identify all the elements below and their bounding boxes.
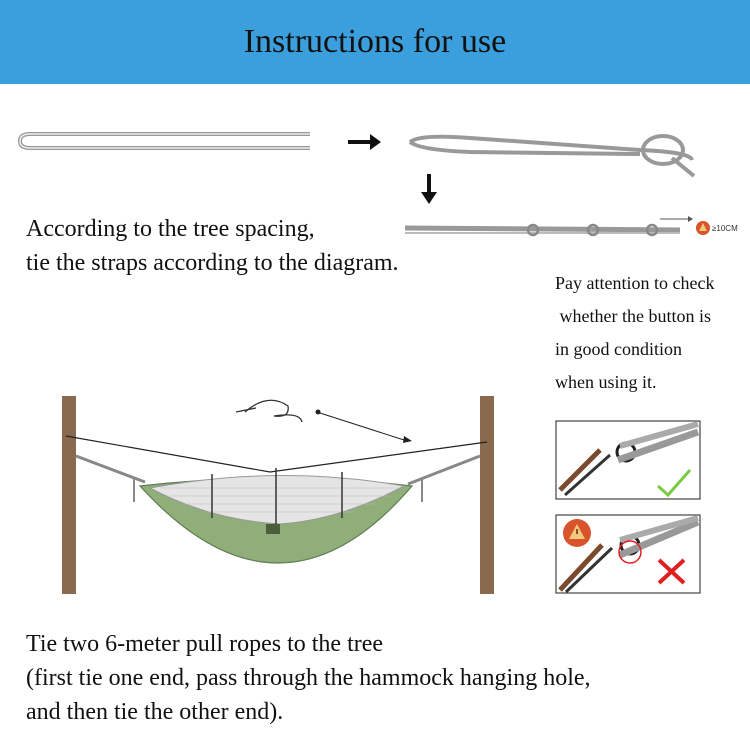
warning-icon — [696, 221, 710, 235]
strap-instruction-line: tie the straps according to the diagram. — [26, 250, 399, 276]
check-instruction-line: whether the button is — [555, 306, 711, 326]
knotted-strap-illustration — [405, 216, 693, 235]
left-tree — [62, 396, 76, 594]
hammock-scene — [62, 396, 494, 594]
knot-spacing-label: ≥10CM — [712, 224, 738, 233]
right-tree — [480, 396, 494, 594]
correct-panel — [556, 421, 700, 499]
check-instruction-line: in good condition — [555, 339, 682, 359]
incorrect-panel — [556, 515, 700, 593]
check-instruction-line: when using it. — [555, 372, 657, 392]
check-instruction-line: Pay attention to check — [555, 273, 715, 293]
rope-instruction-line: (first tie one end, pass through the hammock hanging hole, — [26, 665, 591, 691]
folded-strap-illustration — [20, 134, 310, 148]
looped-strap-illustration — [410, 136, 694, 176]
arrow-right-icon — [348, 134, 381, 150]
arrow-down-icon — [421, 174, 437, 204]
strap-instruction-line: According to the tree spacing, — [26, 216, 315, 242]
page-title: Instructions for use — [243, 23, 507, 60]
warning-icon — [563, 519, 591, 547]
rope-instruction-line: Tie two 6-meter pull ropes to the tree — [26, 631, 384, 657]
rope-instruction — [26, 627, 591, 729]
check-instruction — [555, 267, 714, 399]
rope-instruction-line: and then tie the other end). — [26, 699, 284, 725]
strap-instruction — [26, 212, 399, 280]
